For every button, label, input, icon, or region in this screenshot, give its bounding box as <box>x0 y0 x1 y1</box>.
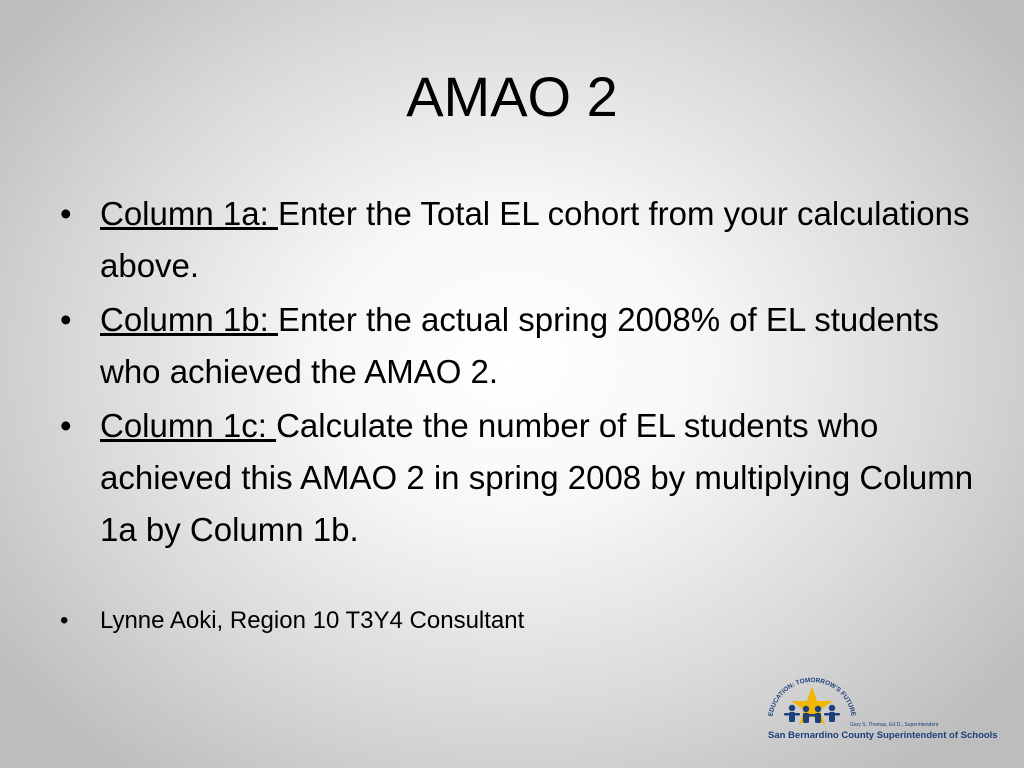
slide-title: AMAO 2 <box>406 65 618 128</box>
bullet-list <box>60 188 980 558</box>
logo-superintendent-text: Gary S. Thomas, Ed.D., Superintendent <box>850 722 939 728</box>
logo-organization-text: San Bernardino County Superintendent of Schools <box>768 730 998 741</box>
bullet-dot: • <box>60 607 69 634</box>
bullet-label: Column 1c: <box>100 407 277 444</box>
bullet-dot: • <box>60 407 72 444</box>
bullet-text: Calculate the number of EL students who achieved this AMAO 2 in spring 2008 by multiplying Column 1a by Column 1b. <box>100 407 974 548</box>
bullet-dot: • <box>60 195 72 232</box>
bullet-label: Column 1a: <box>100 195 278 232</box>
bullet-item-column-1b <box>60 294 980 398</box>
bullet-text: Enter the Total EL cohort from your calculations above. <box>100 195 970 284</box>
bullet-dot: • <box>60 301 72 338</box>
logo-arc-text: EDUCATION: TOMORROW'S FUTURE <box>767 676 857 717</box>
credit-text: Lynne Aoki, Region 10 T3Y4 Consultant <box>100 607 525 634</box>
county-schools-logo <box>762 670 998 748</box>
bullet-item-column-1c <box>60 400 980 556</box>
bullet-text: Enter the actual spring 2008% of EL students who achieved the AMAO 2. <box>100 301 939 390</box>
bullet-label: Column 1b: <box>100 301 278 338</box>
bullet-item-column-1a <box>60 188 980 292</box>
credit-bullet <box>60 604 524 638</box>
star-icon <box>791 686 833 725</box>
logo-emblem-icon <box>762 670 862 736</box>
